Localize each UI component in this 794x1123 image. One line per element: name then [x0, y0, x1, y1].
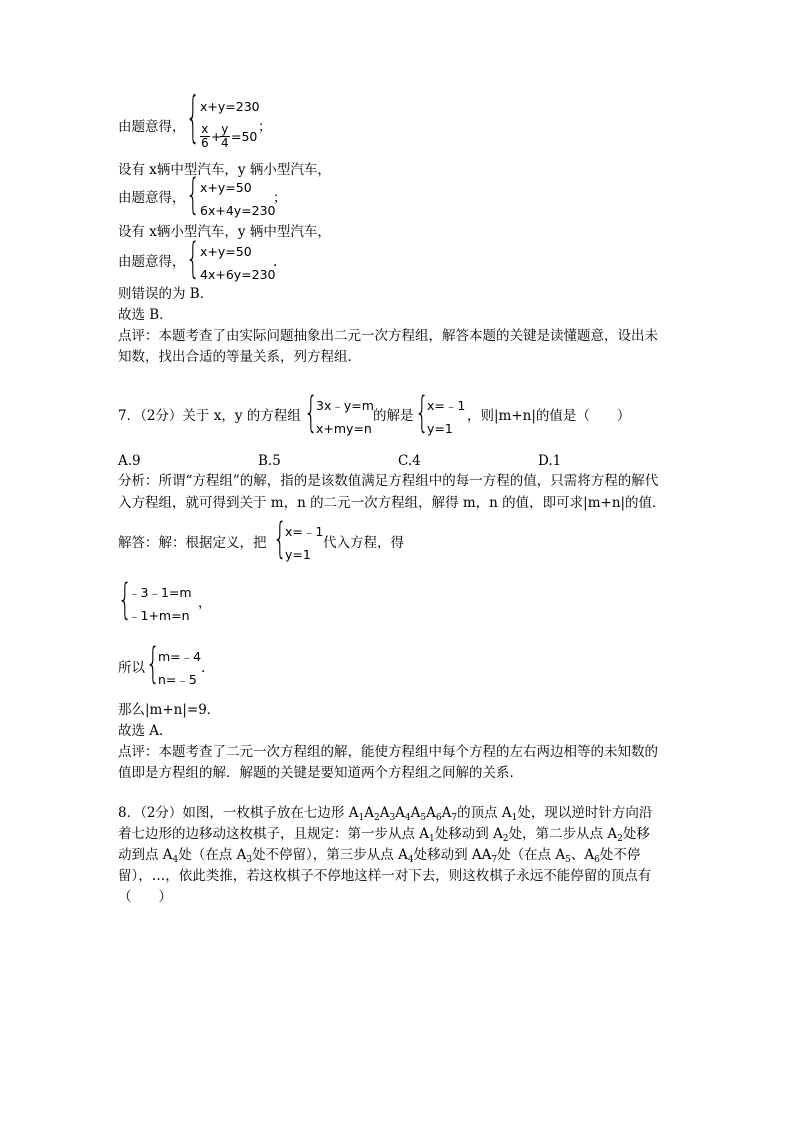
option-a: A.9 [118, 453, 141, 469]
text-line: 则错误的为 B． [118, 286, 214, 302]
text-span: A [410, 805, 421, 821]
left-brace: { [146, 639, 160, 689]
equation: ﹣1+m=n [128, 608, 190, 623]
question-8-line: （ ） [118, 889, 172, 905]
subscript: 2 [373, 813, 380, 823]
punctuation: ， [198, 595, 212, 611]
text-span: A [426, 805, 436, 821]
text-span: 、A [570, 847, 595, 863]
analysis-line: 入方程组，就可得到关于 m，n 的二元一次方程组，解得 m，n 的值，即可求|m+n|的值． [118, 495, 666, 511]
solution-line: 所以 [118, 660, 145, 676]
text-span: 处不停留），第三步从点 A [252, 847, 408, 863]
subscript: 6 [594, 855, 600, 865]
left-brace: { [273, 514, 287, 564]
text-span: A [395, 805, 405, 821]
fraction [200, 123, 210, 150]
equation: x+y=50 [200, 244, 252, 259]
text-line: 故选 B． [118, 307, 173, 323]
subscript: 1 [358, 813, 365, 823]
equation: ﹣3﹣1=m [128, 585, 192, 600]
text-span: 处（在点 A [178, 847, 247, 863]
text-span: 处移动到 AA [413, 847, 492, 863]
text-line: 设有 x辆小型汽车，y 辆中型汽车， [118, 224, 331, 240]
text-span: ，则|m+n|的值是（ ） [467, 408, 631, 424]
subscript: 3 [246, 855, 253, 865]
text-span: A [364, 805, 374, 821]
left-brace: { [186, 234, 200, 284]
equation: =50 [231, 129, 258, 144]
text-line: 设有 x辆中型汽车，y 辆小型汽车， [118, 162, 331, 178]
text-line: 点评：本题考查了由实际问题抽象出二元一次方程组，解答本题的关键是读懂题意，设出未 [118, 328, 658, 344]
text-span: A [441, 805, 452, 821]
equation: x=﹣1 [427, 398, 466, 413]
question-8-line: 留），…，依此类推，若这枚棋子不停地这样一对下去，则这枚棋子永远不能停留的顶点有 [118, 868, 652, 884]
equation: 6x+4y=230 [200, 203, 276, 218]
left-brace: { [118, 575, 132, 625]
subscript: 5 [565, 855, 571, 865]
comment-line: 值即是方程组的解．解题的关键是要知道两个方程组之间解的关系． [118, 765, 523, 781]
text-line: 由题意得， [118, 119, 186, 135]
text-span: 处不停 [599, 847, 641, 863]
equation: y=1 [427, 421, 453, 436]
option-d: D.1 [538, 453, 562, 469]
subscript: 4 [404, 813, 411, 823]
subscript: 5 [420, 813, 427, 823]
text-line: 知数，找出合适的等量关系，列方程组． [118, 349, 361, 365]
solution-line: 解答：解：根据定义，把 [118, 535, 267, 551]
equation: 3x﹣y=m [316, 398, 374, 413]
subscript: 2 [502, 834, 509, 844]
comment-line: 点评：本题考查了二元一次方程组的解，能使方程组中每个方程的左右两边相等的未知数的 [118, 744, 658, 760]
subscript: 7 [451, 813, 458, 823]
equation: m=﹣4 [158, 649, 202, 664]
equation-system [186, 170, 286, 222]
equation: y=1 [285, 547, 311, 562]
text-span: 处，第二步从点 A [508, 826, 618, 842]
fraction [220, 123, 230, 150]
left-brace: { [186, 170, 200, 220]
subscript: 4 [407, 855, 414, 865]
text-span: 动到点 A [118, 847, 173, 863]
subscript: 6 [435, 813, 442, 823]
text-span: 的解是 [373, 408, 414, 424]
text-span: 处移 [622, 826, 650, 842]
text-line: 由题意得， [118, 254, 186, 270]
equation: x+y=230 [200, 99, 260, 114]
denominator: 6 [201, 136, 209, 150]
text-span: 代入方程，得 [323, 535, 404, 551]
text-span: 着七边形的边移动这枚棋子，且规定：第一步从点 A [118, 826, 430, 842]
question-8-line [118, 803, 652, 823]
text-span: 处，现以逆时针方向沿 [517, 805, 653, 821]
equation-system [118, 575, 208, 627]
equation: x=﹣1 [285, 524, 324, 539]
equation-system [415, 388, 475, 440]
equation: n=﹣5 [158, 672, 197, 687]
text-span: 处（在点 A [497, 847, 566, 863]
left-brace: { [415, 388, 429, 438]
option-c: C.4 [398, 453, 421, 469]
solution-line: 故选 A． [118, 723, 173, 739]
text-span: 8．（2分）如图，一枚棋子放在七边形 A [118, 805, 359, 821]
subscript: 1 [511, 813, 518, 823]
analysis-line: 分析：所谓“方程组”的解，指的是该数值满足方程组中的每一方程的值，只需将方程的解代 [118, 473, 659, 489]
subscript: 4 [172, 855, 179, 865]
subscript: 1 [429, 834, 435, 844]
text-span: 处移动到 A [434, 826, 503, 842]
question-8-line [118, 845, 640, 865]
left-brace: { [186, 86, 200, 150]
question-7-stem: 7．（2分）关于 x，y 的方程组 [118, 408, 301, 424]
punctuation: . [273, 254, 278, 270]
equation-system [146, 639, 206, 691]
punctuation: ； [273, 190, 287, 206]
equation-system [304, 388, 384, 440]
text-span: A [379, 805, 390, 821]
subscript: 2 [617, 834, 623, 844]
punctuation: ； [258, 119, 272, 135]
left-brace: { [304, 388, 318, 438]
punctuation: . [201, 660, 206, 676]
text-line: 由题意得， [118, 190, 186, 206]
equation-system [186, 234, 286, 286]
subscript: 3 [389, 813, 396, 823]
plus-sign: + [211, 129, 222, 144]
question-8-line [118, 824, 650, 844]
subscript: 7 [491, 855, 498, 865]
text-span: 的顶点 A [457, 805, 512, 821]
option-b: B.5 [258, 453, 281, 469]
numerator: x [201, 122, 209, 136]
equation: 4x+6y=230 [200, 267, 276, 282]
equation: x+y=50 [200, 180, 252, 195]
solution-line: 那么|m+n|=9． [118, 702, 221, 718]
denominator: 4 [221, 136, 229, 150]
equation: x+my=n [316, 421, 372, 436]
numerator: y [221, 122, 229, 136]
